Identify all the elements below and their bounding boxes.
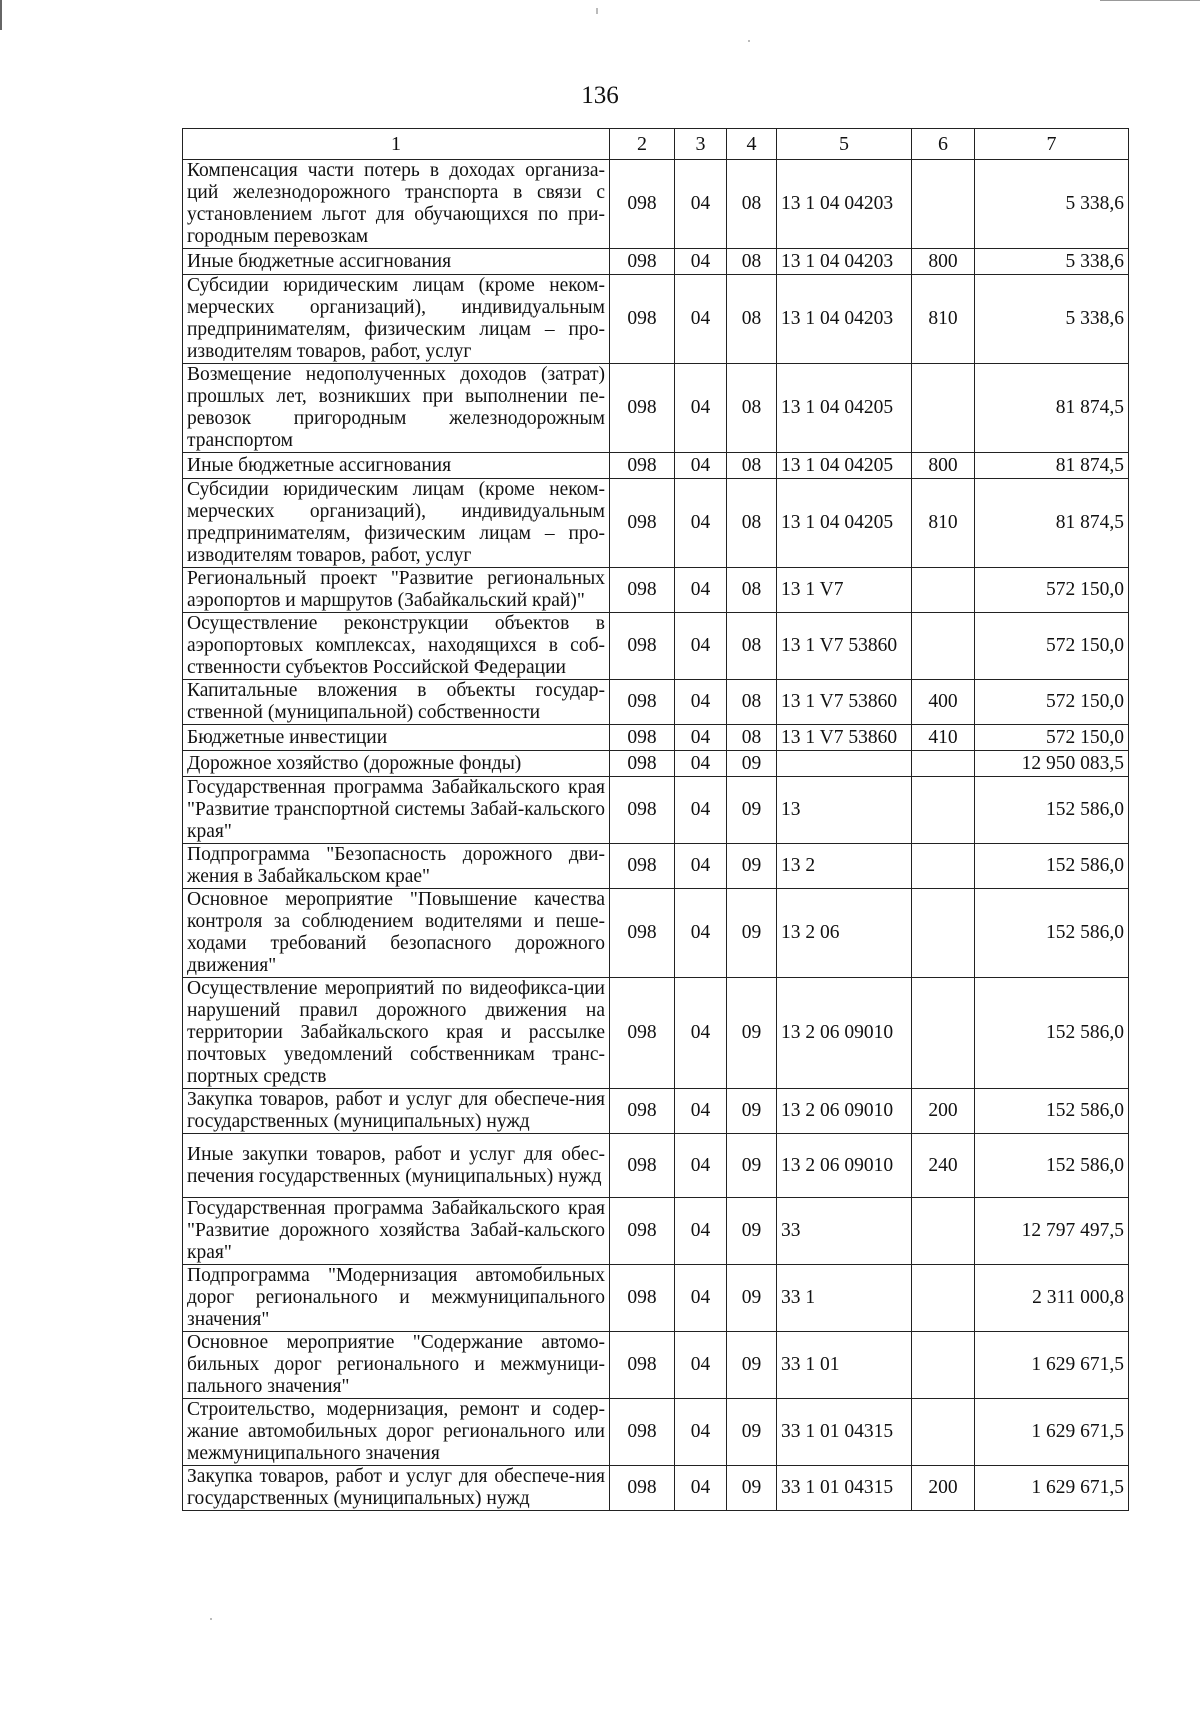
amount-cell: 152 586,0 (975, 1089, 1129, 1134)
scan-speck (748, 40, 750, 42)
amount-cell: 152 586,0 (975, 844, 1129, 889)
table-row (183, 725, 1129, 751)
amount-cell: 152 586,0 (975, 777, 1129, 844)
admin-code-cell: 098 (610, 889, 675, 978)
section-code-cell: 04 (675, 725, 727, 751)
admin-code-cell: 098 (610, 1332, 675, 1399)
row-description-cell: Осуществление мероприятий по видеофикса-ции нарушений правил дорожного движения на территории Забайкальского края и рассылке почтовых уведомлений собственникам транс-портных средств (183, 978, 610, 1089)
subsection-code-cell: 08 (727, 249, 777, 275)
expense-type-cell (912, 889, 975, 978)
table-row (183, 889, 1129, 978)
expense-type-cell (912, 751, 975, 777)
expense-type-cell: 400 (912, 680, 975, 725)
target-article-cell: 13 2 06 09010 (777, 1089, 912, 1134)
expense-type-cell (912, 160, 975, 249)
expense-type-cell (912, 1332, 975, 1399)
amount-cell: 81 874,5 (975, 453, 1129, 479)
expense-type-cell (912, 1399, 975, 1466)
subsection-code-cell: 09 (727, 777, 777, 844)
amount-cell: 572 150,0 (975, 725, 1129, 751)
section-code-cell: 04 (675, 889, 727, 978)
column-header: 2 (610, 129, 675, 160)
admin-code-cell: 098 (610, 680, 675, 725)
row-description-cell: Осуществление реконструкции объектов в аэропортовых комплексах, находящихся в соб-ственности субъектов Российской Федерации (183, 613, 610, 680)
table-row (183, 1198, 1129, 1265)
target-article-cell: 13 2 06 (777, 889, 912, 978)
section-code-cell: 04 (675, 1134, 727, 1198)
scan-speck (596, 8, 598, 14)
table-row (183, 479, 1129, 568)
expense-type-cell (912, 568, 975, 613)
target-article-cell: 13 1 04 04203 (777, 275, 912, 364)
expense-type-cell: 240 (912, 1134, 975, 1198)
subsection-code-cell: 08 (727, 568, 777, 613)
table-row (183, 1332, 1129, 1399)
table-body (183, 160, 1129, 1511)
expense-type-cell: 200 (912, 1466, 975, 1511)
section-code-cell: 04 (675, 1089, 727, 1134)
row-description-cell: Иные бюджетные ассигнования (183, 249, 610, 275)
target-article-cell: 13 1 V7 53860 (777, 613, 912, 680)
row-description-cell: Основное мероприятие "Повышение качества контроля за соблюдением водителями и пеше-ходами требований безопасного дорожного движения" (183, 889, 610, 978)
scan-edge (1100, 0, 1200, 1)
target-article-cell: 13 1 04 04203 (777, 160, 912, 249)
column-header: 6 (912, 129, 975, 160)
expense-type-cell (912, 978, 975, 1089)
target-article-cell: 33 (777, 1198, 912, 1265)
amount-cell: 1 629 671,5 (975, 1332, 1129, 1399)
amount-cell: 5 338,6 (975, 275, 1129, 364)
row-description-cell: Строительство, модернизация, ремонт и содер-жание автомобильных дорог регионального или межмуниципального значения (183, 1399, 610, 1466)
subsection-code-cell: 08 (727, 275, 777, 364)
admin-code-cell: 098 (610, 777, 675, 844)
subsection-code-cell: 09 (727, 1399, 777, 1466)
row-description-cell: Основное мероприятие "Содержание автомо-бильных дорог регионального и межмуници-пального значения" (183, 1332, 610, 1399)
scan-edge (0, 0, 2, 30)
subsection-code-cell: 09 (727, 1134, 777, 1198)
subsection-code-cell: 08 (727, 160, 777, 249)
target-article-cell: 33 1 01 (777, 1332, 912, 1399)
target-article-cell: 33 1 01 04315 (777, 1466, 912, 1511)
table-row (183, 160, 1129, 249)
admin-code-cell: 098 (610, 1134, 675, 1198)
amount-cell: 1 629 671,5 (975, 1399, 1129, 1466)
section-code-cell: 04 (675, 1399, 727, 1466)
row-description-cell: Субсидии юридическим лицам (кроме неком-мерческих организаций), индивидуальным предпринимателям, физическим лицам – про-изводителям товаров, работ, услуг (183, 479, 610, 568)
budget-table (182, 128, 1129, 1511)
section-code-cell: 04 (675, 844, 727, 889)
table-row (183, 1265, 1129, 1332)
amount-cell: 5 338,6 (975, 160, 1129, 249)
subsection-code-cell: 09 (727, 978, 777, 1089)
target-article-cell: 13 1 V7 (777, 568, 912, 613)
table-row (183, 249, 1129, 275)
section-code-cell: 04 (675, 680, 727, 725)
subsection-code-cell: 08 (727, 725, 777, 751)
target-article-cell: 13 1 04 04205 (777, 453, 912, 479)
section-code-cell: 04 (675, 568, 727, 613)
expense-type-cell (912, 364, 975, 453)
table-row (183, 568, 1129, 613)
admin-code-cell: 098 (610, 275, 675, 364)
table-header-row (183, 129, 1129, 160)
admin-code-cell: 098 (610, 453, 675, 479)
section-code-cell: 04 (675, 275, 727, 364)
target-article-cell: 33 1 (777, 1265, 912, 1332)
subsection-code-cell: 08 (727, 364, 777, 453)
target-article-cell: 13 1 04 04203 (777, 249, 912, 275)
amount-cell: 81 874,5 (975, 479, 1129, 568)
expense-type-cell: 810 (912, 479, 975, 568)
expense-type-cell (912, 844, 975, 889)
amount-cell: 572 150,0 (975, 680, 1129, 725)
expense-type-cell (912, 777, 975, 844)
row-description-cell: Субсидии юридическим лицам (кроме неком-мерческих организаций), индивидуальным предпринимателям, физическим лицам – про-изводителям товаров, работ, услуг (183, 275, 610, 364)
target-article-cell: 13 1 V7 53860 (777, 680, 912, 725)
table-row (183, 680, 1129, 725)
table-row (183, 453, 1129, 479)
target-article-cell (777, 751, 912, 777)
page-number: 136 (581, 82, 619, 109)
target-article-cell: 13 1 V7 53860 (777, 725, 912, 751)
row-description-cell: Иные закупки товаров, работ и услуг для обес-печения государственных (муниципальных) нужд (183, 1134, 610, 1198)
row-description-cell: Подпрограмма "Безопасность дорожного дви-жения в Забайкальском крае" (183, 844, 610, 889)
subsection-code-cell: 09 (727, 1265, 777, 1332)
column-header: 3 (675, 129, 727, 160)
target-article-cell: 13 (777, 777, 912, 844)
admin-code-cell: 098 (610, 249, 675, 275)
section-code-cell: 04 (675, 613, 727, 680)
section-code-cell: 04 (675, 751, 727, 777)
admin-code-cell: 098 (610, 1265, 675, 1332)
scan-speck (210, 1618, 212, 1620)
expense-type-cell (912, 613, 975, 680)
table-row (183, 844, 1129, 889)
admin-code-cell: 098 (610, 1089, 675, 1134)
column-header: 7 (975, 129, 1129, 160)
amount-cell: 12 797 497,5 (975, 1198, 1129, 1265)
table-row (183, 613, 1129, 680)
amount-cell: 12 950 083,5 (975, 751, 1129, 777)
row-description-cell: Государственная программа Забайкальского края "Развитие дорожного хозяйства Забай-кальского края" (183, 1198, 610, 1265)
table-row (183, 777, 1129, 844)
section-code-cell: 04 (675, 160, 727, 249)
table-row (183, 751, 1129, 777)
row-description-cell: Возмещение недополученных доходов (затрат) прошлых лет, возникших при выполнении пе-ревозок пригородным железнодорожным транспортом (183, 364, 610, 453)
amount-cell: 81 874,5 (975, 364, 1129, 453)
row-description-cell: Дорожное хозяйство (дорожные фонды) (183, 751, 610, 777)
table-row (183, 978, 1129, 1089)
subsection-code-cell: 08 (727, 680, 777, 725)
subsection-code-cell: 09 (727, 1089, 777, 1134)
admin-code-cell: 098 (610, 160, 675, 249)
table-row (183, 1399, 1129, 1466)
section-code-cell: 04 (675, 364, 727, 453)
subsection-code-cell: 09 (727, 844, 777, 889)
section-code-cell: 04 (675, 479, 727, 568)
subsection-code-cell: 08 (727, 479, 777, 568)
expense-type-cell: 200 (912, 1089, 975, 1134)
expense-type-cell: 800 (912, 249, 975, 275)
admin-code-cell: 098 (610, 751, 675, 777)
admin-code-cell: 098 (610, 978, 675, 1089)
table-row (183, 1466, 1129, 1511)
target-article-cell: 13 2 (777, 844, 912, 889)
target-article-cell: 33 1 01 04315 (777, 1399, 912, 1466)
admin-code-cell: 098 (610, 364, 675, 453)
expense-type-cell (912, 1198, 975, 1265)
admin-code-cell: 098 (610, 1198, 675, 1265)
row-description-cell: Закупка товаров, работ и услуг для обеспече-ния государственных (муниципальных) нужд (183, 1089, 610, 1134)
amount-cell: 152 586,0 (975, 889, 1129, 978)
subsection-code-cell: 08 (727, 613, 777, 680)
row-description-cell: Региональный проект "Развитие региональных аэропортов и маршрутов (Забайкальский край)" (183, 568, 610, 613)
admin-code-cell: 098 (610, 568, 675, 613)
column-header: 5 (777, 129, 912, 160)
table-row (183, 1089, 1129, 1134)
column-header: 4 (727, 129, 777, 160)
expense-type-cell: 810 (912, 275, 975, 364)
admin-code-cell: 098 (610, 1466, 675, 1511)
section-code-cell: 04 (675, 1332, 727, 1399)
section-code-cell: 04 (675, 1265, 727, 1332)
amount-cell: 572 150,0 (975, 613, 1129, 680)
row-description-cell: Бюджетные инвестиции (183, 725, 610, 751)
admin-code-cell: 098 (610, 1399, 675, 1466)
section-code-cell: 04 (675, 249, 727, 275)
section-code-cell: 04 (675, 978, 727, 1089)
target-article-cell: 13 2 06 09010 (777, 1134, 912, 1198)
amount-cell: 572 150,0 (975, 568, 1129, 613)
subsection-code-cell: 09 (727, 889, 777, 978)
row-description-cell: Государственная программа Забайкальского края "Развитие транспортной системы Забай-кальского края" (183, 777, 610, 844)
subsection-code-cell: 08 (727, 453, 777, 479)
amount-cell: 5 338,6 (975, 249, 1129, 275)
admin-code-cell: 098 (610, 725, 675, 751)
table-row (183, 275, 1129, 364)
subsection-code-cell: 09 (727, 1332, 777, 1399)
row-description-cell: Компенсация части потерь в доходах организа-ций железнодорожного транспорта в связи с установлением льгот для обучающихся по при-городным перевозкам (183, 160, 610, 249)
admin-code-cell: 098 (610, 613, 675, 680)
section-code-cell: 04 (675, 1198, 727, 1265)
target-article-cell: 13 1 04 04205 (777, 479, 912, 568)
subsection-code-cell: 09 (727, 1466, 777, 1511)
column-header: 1 (183, 129, 610, 160)
target-article-cell: 13 1 04 04205 (777, 364, 912, 453)
row-description-cell: Закупка товаров, работ и услуг для обеспече-ния государственных (муниципальных) нужд (183, 1466, 610, 1511)
amount-cell: 152 586,0 (975, 1134, 1129, 1198)
amount-cell: 152 586,0 (975, 978, 1129, 1089)
section-code-cell: 04 (675, 453, 727, 479)
expense-type-cell: 800 (912, 453, 975, 479)
admin-code-cell: 098 (610, 844, 675, 889)
row-description-cell: Подпрограмма "Модернизация автомобильных дорог регионального и межмуниципального значения" (183, 1265, 610, 1332)
table-row (183, 1134, 1129, 1198)
section-code-cell: 04 (675, 1466, 727, 1511)
expense-type-cell: 410 (912, 725, 975, 751)
row-description-cell: Иные бюджетные ассигнования (183, 453, 610, 479)
target-article-cell: 13 2 06 09010 (777, 978, 912, 1089)
section-code-cell: 04 (675, 777, 727, 844)
row-description-cell: Капитальные вложения в объекты государ-ственной (муниципальной) собственности (183, 680, 610, 725)
table-row (183, 364, 1129, 453)
subsection-code-cell: 09 (727, 1198, 777, 1265)
amount-cell: 2 311 000,8 (975, 1265, 1129, 1332)
expense-type-cell (912, 1265, 975, 1332)
amount-cell: 1 629 671,5 (975, 1466, 1129, 1511)
admin-code-cell: 098 (610, 479, 675, 568)
subsection-code-cell: 09 (727, 751, 777, 777)
